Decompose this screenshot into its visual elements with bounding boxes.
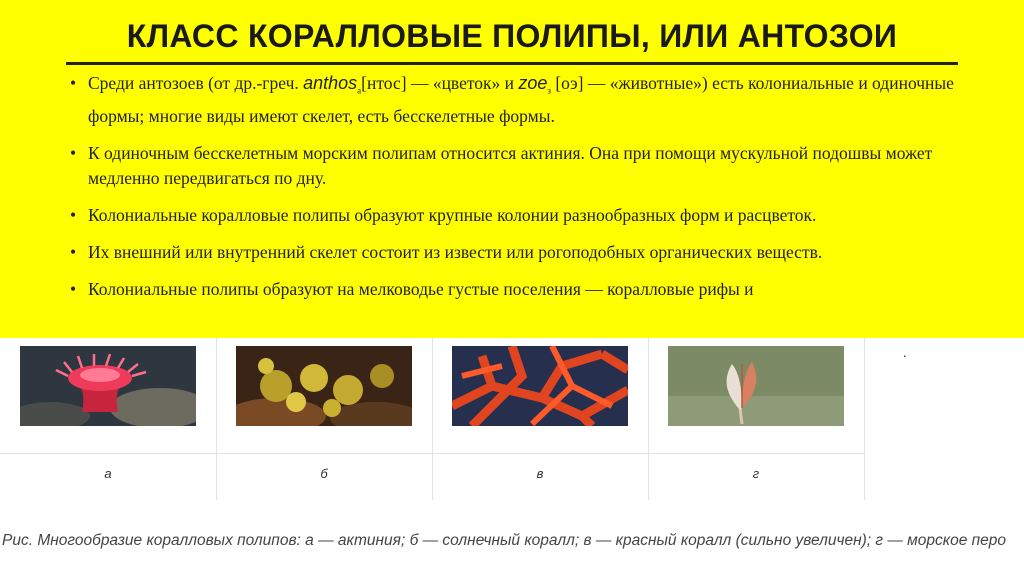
greek-word-zoe: zoe xyxy=(518,73,548,93)
pronunciation-mark: a xyxy=(357,85,362,96)
bullet-item: • Колониальные коралловые полипы образуют крупные колонии разнообразных форм и расцветок. xyxy=(70,203,970,228)
bullet-text: Среди антозоев (от др.-греч. xyxy=(88,73,304,93)
bullet-item: • К одиночным бесскелетным морским полипам относится актиния. Она при помощи мускульной подошвы может медленно передвигаться по дну. xyxy=(70,141,970,191)
bullet-item: • Колониальные полипы образуют на мелководье густые поселения — коралловые рифы и xyxy=(70,277,970,302)
photo-sun-coral xyxy=(236,346,412,426)
coral-image-gallery xyxy=(0,338,870,500)
gallery-label: в xyxy=(432,453,648,501)
title-underline xyxy=(66,62,958,65)
photo-red-coral xyxy=(452,346,628,426)
gallery-label: а xyxy=(0,453,216,501)
bullet-item xyxy=(70,71,970,129)
gallery-cell-b xyxy=(216,338,433,500)
figure-caption: Рис. Многообразие коралловых полипов: а — актиния; б — солнечный коралл; в — красный коралл (сильно увеличен); г — морское перо xyxy=(2,532,1007,549)
pronunciation-mark: з xyxy=(547,85,551,96)
bullet-text: [нтос] — «цветок» и xyxy=(361,73,519,93)
slide-title: КЛАСС КОРАЛЛОВЫЕ ПОЛИПЫ, ИЛИ АНТОЗОИ xyxy=(126,18,898,54)
gallery-label: г xyxy=(648,453,864,501)
photo-sea-anemone xyxy=(20,346,196,426)
greek-word-anthos: anthos xyxy=(303,73,358,93)
bullet-list xyxy=(70,71,970,314)
bullet-item: • Их внешний или внутренний скелет состоит из извести или рогоподобных органических веществ. xyxy=(70,240,970,265)
bullet-text: [оэ] — «животные») есть колониальные и одиночные формы; многие виды имеют скелет, есть бесскелетные формы. xyxy=(88,73,954,126)
stray-dot: . xyxy=(903,346,907,361)
gallery-cell-a xyxy=(0,338,217,500)
gallery-cell-v xyxy=(432,338,649,500)
gallery-cell-g xyxy=(648,338,865,500)
photo-sea-pen xyxy=(668,346,844,426)
gallery-label: б xyxy=(216,453,432,501)
